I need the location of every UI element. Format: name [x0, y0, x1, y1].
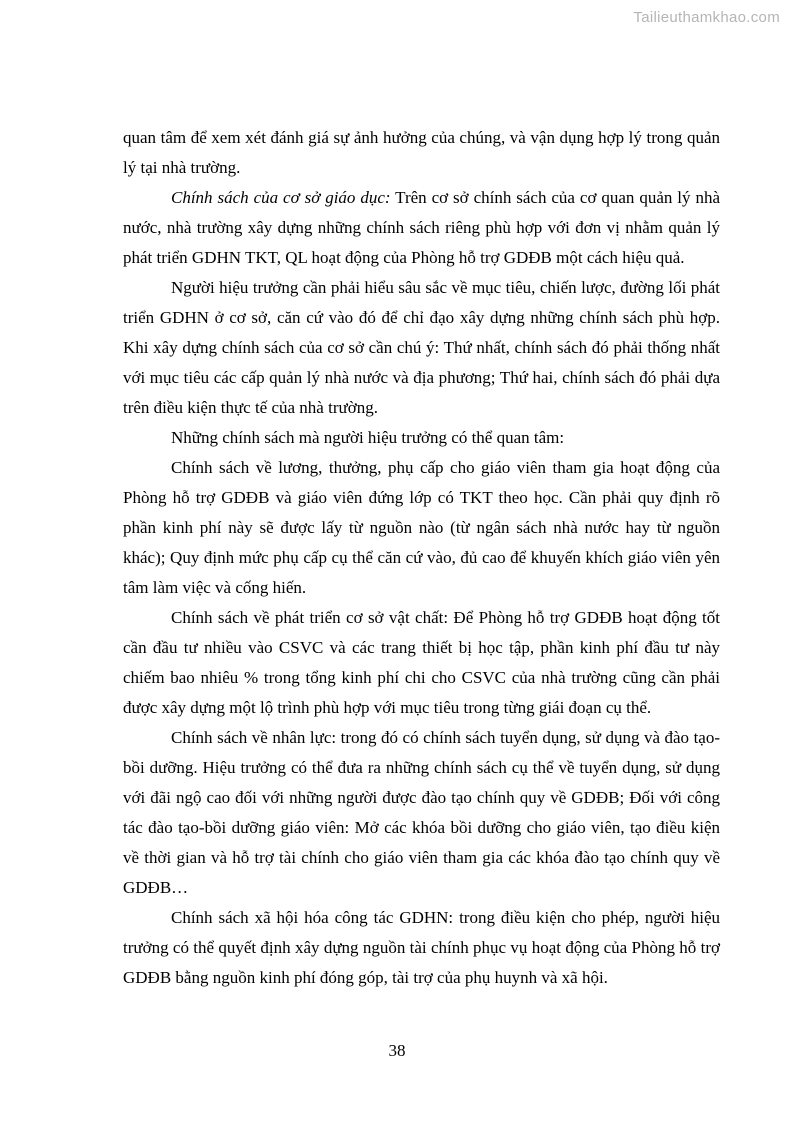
paragraph-text: Trên cơ sở chính sách của cơ quan quản lý nhà nước, nhà trường xây dựng những chính sách riêng phù hợp với đơn vị nhằm quản lý phát triển GDHN TKT, QL hoạt động của Phòng hỗ trợ GDĐB một cách hiệu quả.	[123, 188, 720, 267]
paragraph: Chính sách về lương, thưởng, phụ cấp cho giáo viên tham gia hoạt động của Phòng hỗ trợ GDĐB và giáo viên đứng lớp có TKT theo học. Cần phải quy định rõ phần kinh phí này sẽ được lấy từ nguồn nào (từ ngân sách nhà nước hay từ nguồn khác); Quy định mức phụ cấp cụ thể căn cứ vào, đủ cao để khuyến khích giáo viên yên tâm làm việc và cống hiến.	[123, 458, 720, 597]
watermark: Tailieuthamkhao.com	[633, 9, 780, 26]
page-number: 38	[388, 1041, 406, 1060]
paragraph: quan tâm để xem xét đánh giá sự ảnh hưởng của chúng, và vận dụng hợp lý trong quản lý tại nhà trường.	[123, 128, 720, 177]
body-text	[123, 123, 720, 993]
paragraph: Những chính sách mà người hiệu trưởng có thể quan tâm:	[171, 428, 565, 447]
paragraph: Người hiệu trưởng cần phải hiểu sâu sắc về mục tiêu, chiến lược, đường lối phát triển GDHN ở cơ sở, căn cứ vào đó để chỉ đạo xây dựng những chính sách phù hợp. Khi xây dựng chính sách của cơ sở cần chú ý: Thứ nhất, chính sách đó phải thống nhất với mục tiêu các cấp quản lý nhà nước và địa phương; Thứ hai, chính sách đó phải dựa trên điều kiện thực tế của nhà trường.	[123, 278, 720, 417]
paragraph: Chính sách về nhân lực: trong đó có chính sách tuyển dụng, sử dụng và đào tạo-bồi dưỡng. Hiệu trưởng có thể đưa ra những chính sách cụ thể về tuyển dụng, sử dụng với đãi ngộ cao đối với những người được đào tạo chính quy về GDĐB; Đối với công tác đào tạo-bồi dưỡng giáo viên: Mở các khóa bồi dưỡng cho giáo viên, tạo điều kiện về thời gian và hỗ trợ tài chính cho giáo viên tham gia các khóa đào tạo chính quy về GDĐB…	[123, 728, 720, 897]
paragraph: Chính sách về phát triển cơ sở vật chất: Để Phòng hỗ trợ GDĐB hoạt động tốt cần đầu tư nhiều vào CSVC và các trang thiết bị học tập, phần kinh phí đầu tư này chiếm bao nhiêu % trong tổng kinh phí chi cho CSVC của nhà trường cũng cần phải được xây dựng một lộ trình phù hợp với mục tiêu trong từng giái đoạn cụ thể.	[123, 608, 720, 717]
paragraph	[123, 183, 720, 273]
paragraph: Chính sách xã hội hóa công tác GDHN: trong điều kiện cho phép, người hiệu trưởng có thể quyết định xây dựng nguồn tài chính phục vụ hoạt động của Phòng hỗ trợ GDĐB bằng nguồn kinh phí đóng góp, tài trợ của phụ huynh và xã hội.	[123, 908, 720, 987]
paragraph-lead-italic: Chính sách của cơ sở giáo dục:	[171, 188, 391, 207]
